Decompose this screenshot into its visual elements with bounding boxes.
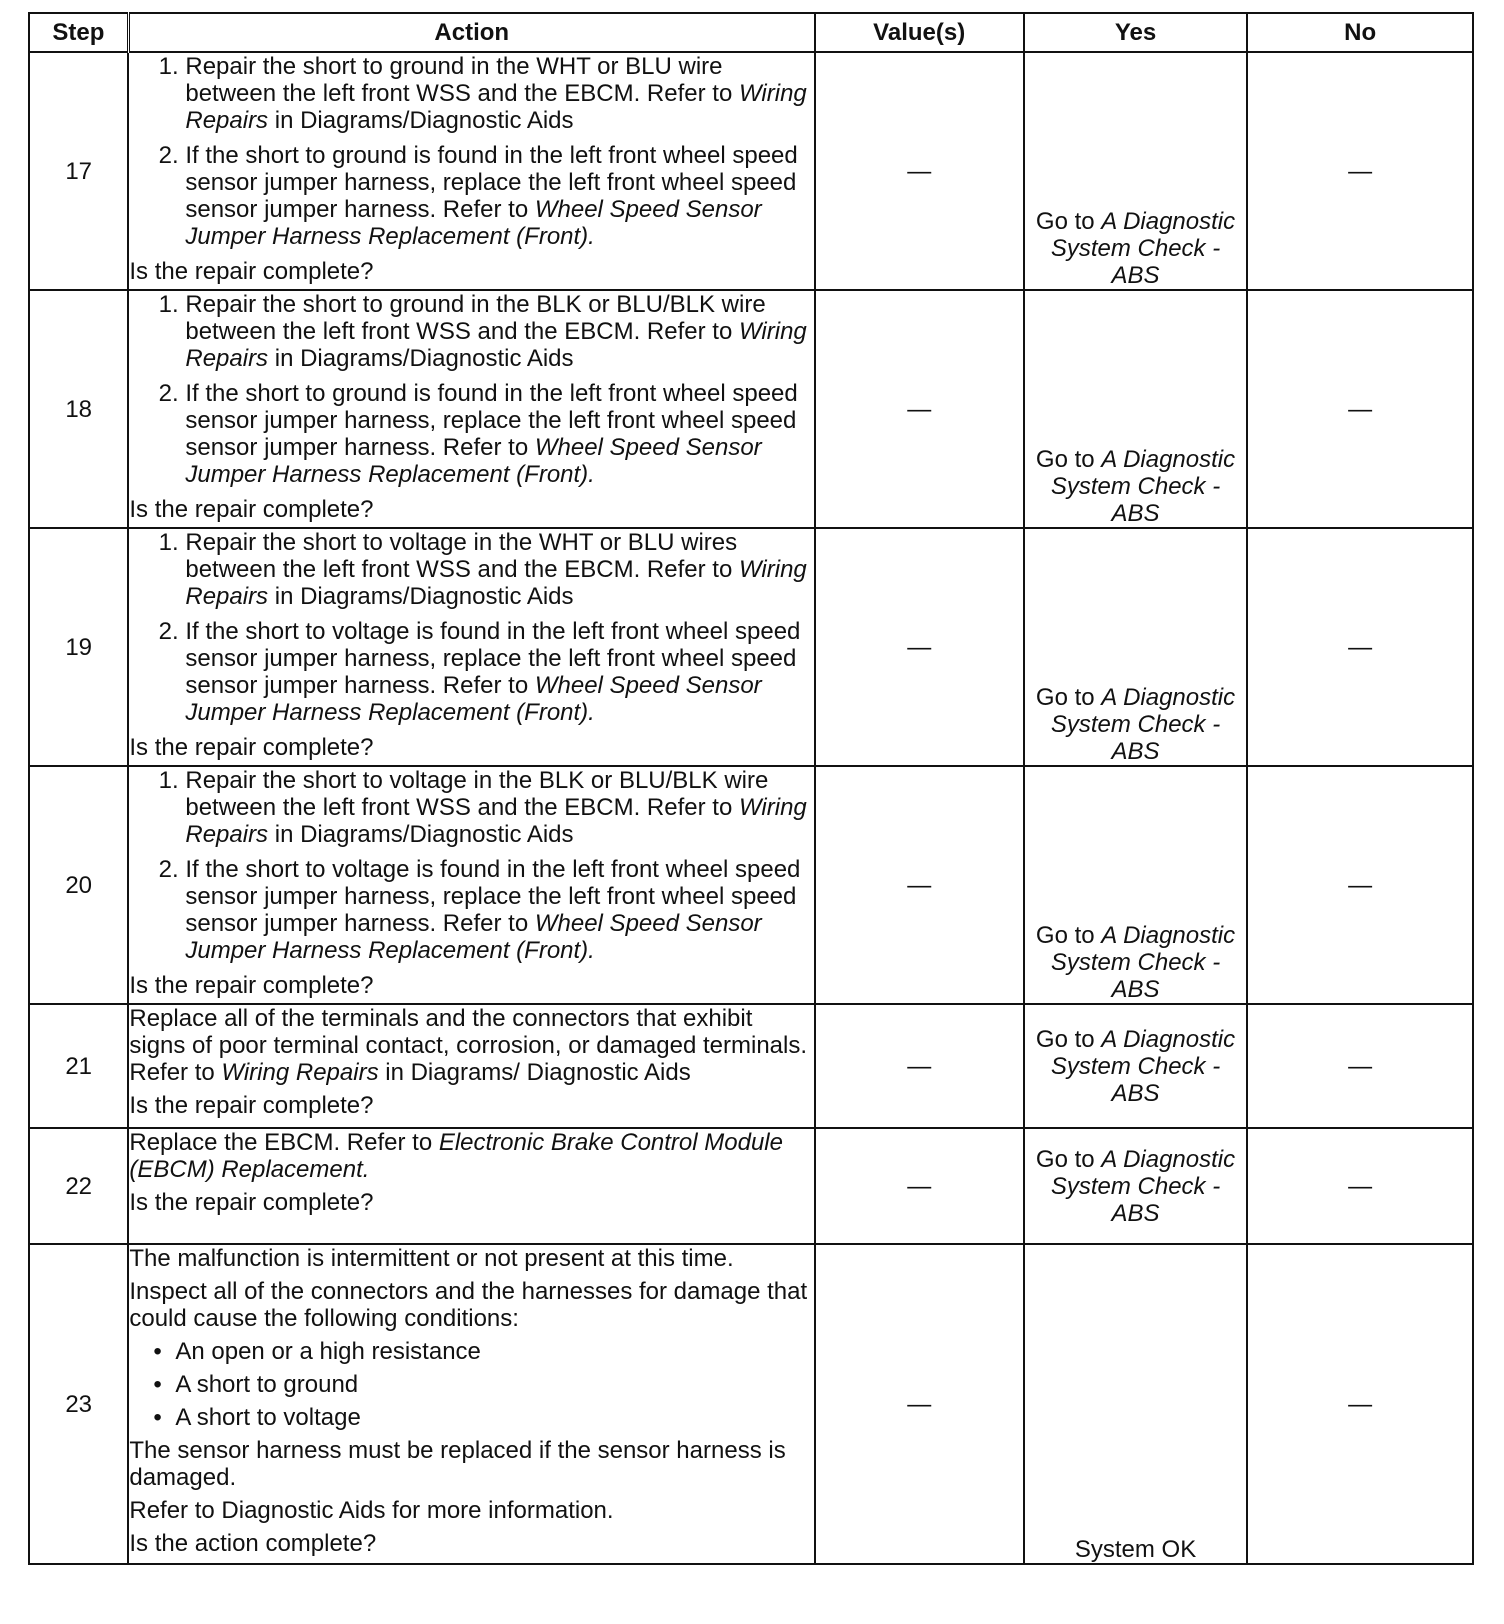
step-number: 22 <box>29 1128 128 1244</box>
yes-reference-link[interactable]: A Diagnostic System Check - ABS <box>1050 1145 1236 1227</box>
action-step-item: 2. If the short to voltage is found in the left front wheel speed sensor jumper harness, replace the left front wheel speed sensor jumper harness. Refer to Wheel Speed Sensor Jumper Harness Replacement (Front). <box>185 618 813 726</box>
action-cell <box>128 766 814 1004</box>
action-cell <box>128 290 814 528</box>
value-cell: — <box>815 1128 1024 1244</box>
no-cell: — <box>1247 1128 1473 1244</box>
action-steps <box>129 291 813 488</box>
step-number: 20 <box>29 766 128 1004</box>
action-question: Is the repair complete? <box>129 496 374 523</box>
value-cell: — <box>815 290 1024 528</box>
diagnostic-table-page <box>28 12 1474 1565</box>
action-step-item: 1. Repair the short to voltage in the WHT or BLU wires between the left front WSS and the EBCM. Refer to Wiring Repairs in Diagrams/Diagnostic Aids <box>185 529 813 610</box>
action-step-item: 2. If the short to ground is found in the left front wheel speed sensor jumper harness, replace the left front wheel speed sensor jumper harness. Refer to Wheel Speed Sensor Jumper Harness Replacement (Front). <box>185 142 813 250</box>
action-step-item: 2. If the short to ground is found in the left front wheel speed sensor jumper harness, replace the left front wheel speed sensor jumper harness. Refer to Wheel Speed Sensor Jumper Harness Replacement (Front). <box>185 380 813 488</box>
table-row <box>29 528 1473 766</box>
yes-cell: Go to A Diagnostic System Check - ABS <box>1024 1004 1248 1128</box>
no-cell: — <box>1247 1004 1473 1128</box>
step-number: 18 <box>29 290 128 528</box>
action-step-item: 1. Repair the short to ground in the WHT or BLU wire between the left front WSS and the EBCM. Refer to Wiring Repairs in Diagrams/Diagnostic Aids <box>185 53 813 134</box>
action-note: The sensor harness must be replaced if the sensor harness is damaged. <box>129 1437 786 1491</box>
action-cell <box>128 1128 814 1244</box>
header-yes: Yes <box>1024 13 1248 52</box>
table-row <box>29 1244 1473 1564</box>
yes-reference-link[interactable]: A Diagnostic System Check - ABS <box>1050 684 1236 765</box>
action-question: Is the repair complete? <box>129 734 374 761</box>
yes-cell: Go to A Diagnostic System Check - ABS <box>1024 52 1248 290</box>
action-cell <box>128 1244 814 1564</box>
step-number: 21 <box>29 1004 128 1128</box>
no-cell: — <box>1247 766 1473 1004</box>
action-steps <box>129 53 813 250</box>
action-step-item: 1. Repair the short to voltage in the BLK or BLU/BLK wire between the left front WSS and the EBCM. Refer to Wiring Repairs in Diagrams/Diagnostic Aids <box>185 767 813 848</box>
action-question: Is the repair complete? <box>129 1189 374 1216</box>
action-question: Is the repair complete? <box>129 972 374 999</box>
yes-cell: Go to A Diagnostic System Check - ABS <box>1024 528 1248 766</box>
header-no: No <box>1247 13 1473 52</box>
yes-cell: Go to A Diagnostic System Check - ABS <box>1024 1128 1248 1244</box>
step-number: 23 <box>29 1244 128 1564</box>
table-row <box>29 1128 1473 1244</box>
step-number: 19 <box>29 528 128 766</box>
action-step-item: 1. Repair the short to ground in the BLK or BLU/BLK wire between the left front WSS and the EBCM. Refer to Wiring Repairs in Diagrams/Diagnostic Aids <box>185 291 813 372</box>
action-step-item: 2. If the short to voltage is found in the left front wheel speed sensor jumper harness, replace the left front wheel speed sensor jumper harness. Refer to Wheel Speed Sensor Jumper Harness Replacement (Front). <box>185 856 813 964</box>
header-values: Value(s) <box>815 13 1024 52</box>
yes-cell: Go to A Diagnostic System Check - ABS <box>1024 766 1248 1004</box>
action-question: Is the repair complete? <box>129 1092 374 1119</box>
list-item: • A short to ground <box>175 1371 813 1398</box>
table-row <box>29 52 1473 290</box>
table-row <box>29 1004 1473 1128</box>
value-cell: — <box>815 528 1024 766</box>
action-question: Is the action complete? <box>129 1530 377 1557</box>
yes-cell: System OK <box>1024 1244 1248 1564</box>
list-item: • An open or a high resistance <box>175 1338 813 1365</box>
condition-list <box>129 1338 813 1431</box>
value-cell: — <box>815 766 1024 1004</box>
action-text: Replace the EBCM. Refer to Electronic Brake Control Module (EBCM) Replacement. <box>129 1129 783 1183</box>
yes-reference-link[interactable]: A Diagnostic System Check - ABS <box>1050 446 1236 527</box>
diagnostic-table <box>28 12 1474 1565</box>
table-row <box>29 766 1473 1004</box>
no-cell: — <box>1247 528 1473 766</box>
table-row <box>29 290 1473 528</box>
value-cell: — <box>815 1244 1024 1564</box>
action-steps <box>129 529 813 726</box>
no-cell: — <box>1247 52 1473 290</box>
header-step: Step <box>29 13 128 52</box>
yes-reference-link[interactable]: A Diagnostic System Check - ABS <box>1050 1025 1236 1107</box>
action-question: Is the repair complete? <box>129 258 374 285</box>
action-note: Refer to Diagnostic Aids for more information. <box>129 1497 614 1524</box>
header-action: Action <box>128 13 814 52</box>
step-number: 17 <box>29 52 128 290</box>
action-intro: The malfunction is intermittent or not present at this time. <box>129 1245 734 1272</box>
action-text: Replace all of the terminals and the connectors that exhibit signs of poor terminal contact, corrosion, or damaged terminals. Refer to Wiring Repairs in Diagrams/ Diagnostic Aids <box>129 1005 808 1086</box>
value-cell: — <box>815 1004 1024 1128</box>
list-item: • A short to voltage <box>175 1404 813 1431</box>
action-steps <box>129 767 813 964</box>
yes-reference-link[interactable]: A Diagnostic System Check - ABS <box>1050 922 1236 1003</box>
no-cell: — <box>1247 1244 1473 1564</box>
action-cell <box>128 528 814 766</box>
value-cell: — <box>815 52 1024 290</box>
no-cell: — <box>1247 290 1473 528</box>
header-row <box>29 13 1473 52</box>
yes-cell: Go to A Diagnostic System Check - ABS <box>1024 290 1248 528</box>
action-cell <box>128 1004 814 1128</box>
action-inspect: Inspect all of the connectors and the harnesses for damage that could cause the following conditions: <box>129 1278 808 1332</box>
yes-reference-link[interactable]: A Diagnostic System Check - ABS <box>1050 208 1236 289</box>
action-cell <box>128 52 814 290</box>
